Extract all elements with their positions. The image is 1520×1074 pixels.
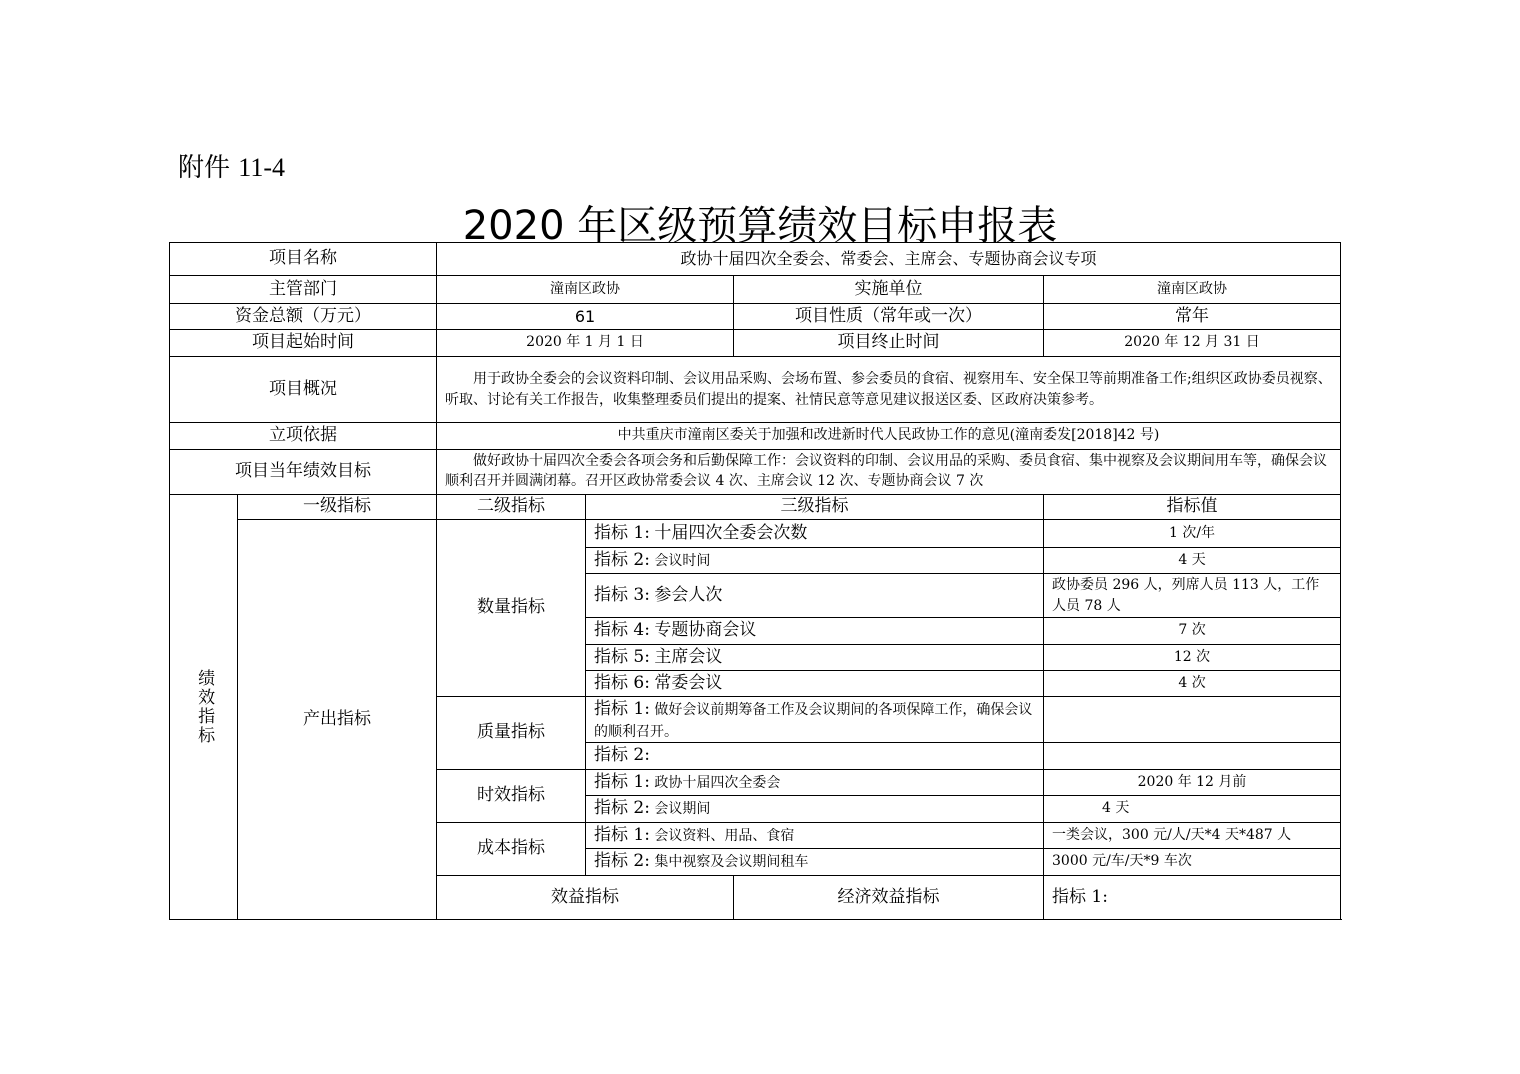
indicator-prefix: 指标 1: — [594, 771, 650, 792]
indicator-cell — [586, 848, 1044, 875]
row-overview — [170, 357, 1341, 423]
indicator-text: 常委会议 — [654, 672, 723, 693]
row-basis — [170, 423, 1341, 450]
indicator-text: 政协十届四次全委会 — [654, 774, 781, 791]
indicator-text: 集中视察及会议期间租车 — [654, 854, 809, 871]
indicator-cell — [586, 742, 1044, 769]
indicator-text: 做好会议前期筹备工作及会议期间的各项保障工作，确保会议的顺利召开。 — [594, 702, 1033, 740]
project-name-value: 政协十届四次全委会、常委会、主席会、专题协商会议专项 — [437, 243, 1341, 276]
indicator-cell — [586, 574, 1044, 618]
indicator-header-row — [170, 495, 1341, 520]
quantity-label: 数量指标 — [437, 520, 586, 697]
row-dept — [170, 276, 1341, 304]
indicator-cell — [586, 795, 1044, 822]
nature-value: 常年 — [1044, 304, 1341, 330]
quality-label: 质量指标 — [437, 697, 586, 770]
indicator-value: 4 次 — [1044, 671, 1341, 697]
row-fund — [170, 304, 1341, 330]
goal-value: 做好政协十届四次全委会各项会务和后勤保障工作：会议资料的印制、会议用品的采购、委员食宿、集中视察及会议期间用车等，确保会议顺利召开并圆满闭幕。召开区政协常委会议 4 次、主席会议 12 次、专题协商会议 7 次 — [437, 450, 1341, 495]
indicator-prefix: 指标 2: — [594, 798, 650, 819]
indicator-value: 3000 元/车/天*9 车次 — [1044, 848, 1341, 875]
row-goal — [170, 450, 1341, 495]
attachment-prefix: 附件 — [178, 153, 231, 183]
indicator-text: 专题协商会议 — [654, 620, 757, 641]
indicator-value: 政协委员 296 人，列席人员 113 人，工作人员 78 人 — [1044, 574, 1341, 618]
indicator-value: 4 天 — [1044, 795, 1341, 822]
impl-value: 潼南区政协 — [1044, 276, 1341, 304]
attachment-number: 11-4 — [238, 153, 285, 182]
indicator-prefix: 指标 2: — [594, 549, 650, 570]
economic-label: 经济效益指标 — [734, 875, 1044, 919]
indicator-prefix: 指标 2: — [594, 851, 650, 872]
indicator-value — [1044, 742, 1341, 769]
indicator-prefix: 指标 2: — [594, 745, 650, 766]
dept-label: 主管部门 — [170, 276, 437, 304]
page-title: 2020 年区级预算绩效目标申报表 — [462, 203, 1058, 249]
indicator-cell — [586, 671, 1044, 697]
indicator-prefix: 指标 1: — [594, 824, 650, 845]
row-time — [170, 330, 1341, 357]
indicator-value: 7 次 — [1044, 618, 1341, 645]
indicator-cell — [586, 769, 1044, 795]
indicator-value: 2020 年 12 月前 — [1044, 769, 1341, 795]
benefit-label: 效益指标 — [437, 875, 734, 919]
dept-value: 潼南区政协 — [437, 276, 734, 304]
fund-label: 资金总额（万元） — [170, 304, 437, 330]
goal-label: 项目当年绩效目标 — [170, 450, 437, 495]
start-label: 项目起始时间 — [170, 330, 437, 357]
indicator-cell — [586, 548, 1044, 574]
section-label: 绩效指标 — [170, 495, 238, 920]
indicator-value — [1044, 697, 1341, 743]
indicator-text: 会议期间 — [654, 801, 711, 818]
row-project-name — [170, 243, 1341, 276]
indicator-cell — [586, 697, 1044, 743]
col-level2: 二级指标 — [437, 495, 586, 520]
indicator-value: 1 次/年 — [1044, 520, 1341, 548]
end-value: 2020 年 12 月 31 日 — [1044, 330, 1341, 357]
end-label: 项目终止时间 — [734, 330, 1044, 357]
table-row — [170, 520, 1341, 548]
indicator-prefix: 指标 1: — [594, 522, 650, 543]
indicator-prefix: 指标 1: — [594, 699, 650, 719]
indicator-text: 参会人次 — [654, 584, 723, 605]
indicator-cell — [586, 822, 1044, 848]
indicator-text: 主席会议 — [654, 646, 723, 667]
col-value: 指标值 — [1044, 495, 1341, 520]
indicator-prefix: 指标 4: — [594, 620, 650, 641]
basis-value: 中共重庆市潼南区委关于加强和改进新时代人民政协工作的意见(潼南委发[2018]42 号) — [437, 423, 1341, 450]
fund-value: 61 — [437, 304, 734, 330]
indicator-value: 12 次 — [1044, 645, 1341, 671]
overview-value: 用于政协全委会的会议资料印制、会议用品采购、会场布置、参会委员的食宿、视察用车、安全保卫等前期准备工作;组织区政协委员视察、听取、讨论有关工作报告，收集整理委员们提出的提案、社情民意等意见建议报送区委、区政府决策参考。 — [437, 357, 1341, 423]
overview-label: 项目概况 — [170, 357, 437, 423]
attachment-label — [178, 147, 285, 184]
indicator-cell — [586, 520, 1044, 548]
output-label: 产出指标 — [238, 520, 437, 920]
indicator-prefix: 指标 3: — [594, 584, 650, 605]
impl-label: 实施单位 — [734, 276, 1044, 304]
nature-label: 项目性质（常年或一次） — [734, 304, 1044, 330]
indicator-value: 4 天 — [1044, 548, 1341, 574]
indicator-value: 一类会议，300 元/人/天*4 天*487 人 — [1044, 822, 1341, 848]
indicator-cell — [586, 645, 1044, 671]
indicator-prefix: 指标 6: — [594, 672, 650, 693]
indicator-cell — [586, 618, 1044, 645]
cost-label: 成本指标 — [437, 822, 586, 875]
indicator-text: 会议资料、用品、食宿 — [654, 827, 795, 844]
col-level3: 三级指标 — [586, 495, 1044, 520]
start-value: 2020 年 1 月 1 日 — [437, 330, 734, 357]
col-level1: 一级指标 — [238, 495, 437, 520]
basis-label: 立项依据 — [170, 423, 437, 450]
budget-target-table — [169, 242, 1341, 920]
project-name-label: 项目名称 — [170, 243, 437, 276]
indicator-prefix: 指标 5: — [594, 646, 650, 667]
indicator-cell — [1044, 875, 1341, 919]
indicator-prefix: 指标 1: — [1052, 886, 1108, 907]
indicator-text: 十届四次全委会次数 — [654, 522, 808, 543]
indicator-text: 会议时间 — [654, 552, 711, 569]
timeliness-label: 时效指标 — [437, 769, 586, 822]
